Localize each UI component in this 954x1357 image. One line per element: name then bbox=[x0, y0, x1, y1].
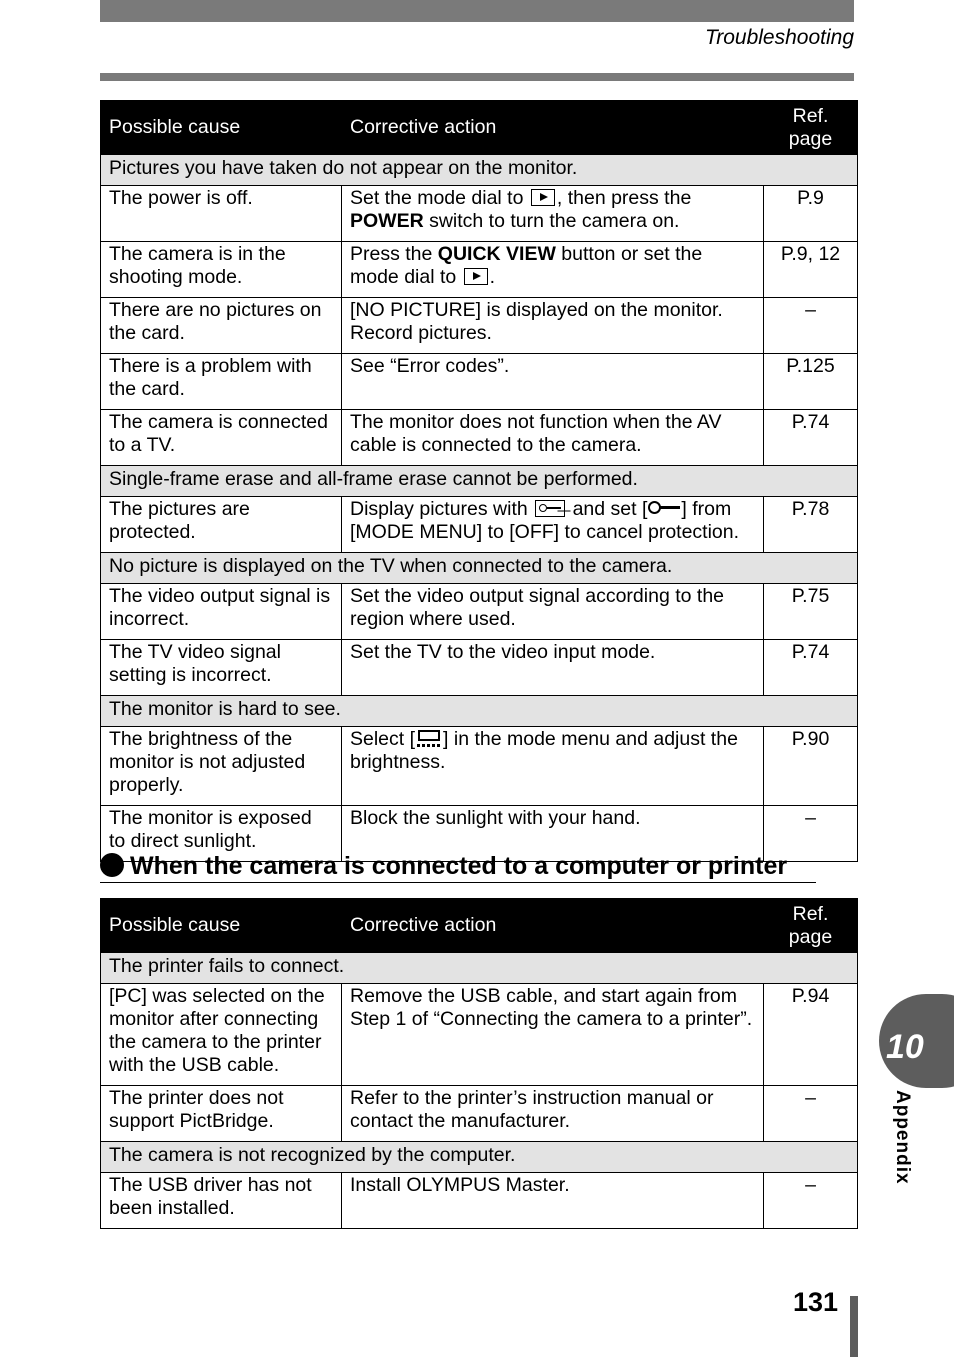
ref-cell: P.90 bbox=[764, 727, 858, 806]
header-bar-bottom bbox=[100, 73, 854, 81]
ref-cell: – bbox=[764, 298, 858, 354]
ref-cell: P.9 bbox=[764, 186, 858, 242]
cause-cell: The video output signal is incorrect. bbox=[101, 584, 342, 640]
cause-cell: The TV video signal setting is incorrect. bbox=[101, 640, 342, 696]
action-cell: Block the sunlight with your hand. bbox=[342, 806, 764, 862]
table-row bbox=[101, 584, 858, 640]
section-row bbox=[101, 466, 858, 497]
section-row bbox=[101, 155, 858, 186]
action-cell: Install OLYMPUS Master. bbox=[342, 1173, 764, 1229]
ref-cell: – bbox=[764, 1086, 858, 1142]
action-cell: Set the mode dial to , then press the POWER switch to turn the camera on. bbox=[342, 186, 764, 242]
action-cell: Remove the USB cable, and start again from Step 1 of “Connecting the camera to a printer”. bbox=[342, 984, 764, 1086]
playback-icon bbox=[531, 189, 555, 206]
chapter-number: 10 bbox=[886, 1028, 924, 1066]
cause-cell: The camera is connected to a TV. bbox=[101, 410, 342, 466]
table-row bbox=[101, 640, 858, 696]
page-number-bar bbox=[850, 1296, 858, 1357]
action-cell: Press the QUICK VIEW button or set the mode dial to . bbox=[342, 242, 764, 298]
cause-cell: There are no pictures on the card. bbox=[101, 298, 342, 354]
table-row bbox=[101, 186, 858, 242]
section-row bbox=[101, 553, 858, 584]
action-cell: See “Error codes”. bbox=[342, 354, 764, 410]
section-title: The printer fails to connect. bbox=[101, 953, 858, 984]
cause-cell: [PC] was selected on the monitor after connecting the camera to the printer with the USB cable. bbox=[101, 984, 342, 1086]
chapter-label: Appendix bbox=[892, 1090, 913, 1185]
section-title: No picture is displayed on the TV when connected to the camera. bbox=[101, 553, 858, 584]
header-bar-top bbox=[100, 0, 854, 22]
cause-cell: There is a problem with the card. bbox=[101, 354, 342, 410]
section-title: Single-frame erase and all-frame erase cannot be performed. bbox=[101, 466, 858, 497]
bullet-icon bbox=[100, 853, 124, 877]
column-header-ref: Ref. page bbox=[764, 899, 858, 953]
cause-cell: The camera is in the shooting mode. bbox=[101, 242, 342, 298]
ref-cell: P.75 bbox=[764, 584, 858, 640]
action-cell: Refer to the printer’s instruction manual or contact the manufacturer. bbox=[342, 1086, 764, 1142]
section-heading: When the camera is connected to a computer or printer bbox=[100, 850, 816, 883]
protect-playback-icon bbox=[535, 500, 565, 517]
column-header-ref: Ref. page bbox=[764, 101, 858, 155]
page-number: 131 bbox=[793, 1287, 839, 1317]
column-header-action: Corrective action bbox=[342, 101, 764, 155]
table-row bbox=[101, 984, 858, 1086]
section-row bbox=[101, 1142, 858, 1173]
ref-cell: P.125 bbox=[764, 354, 858, 410]
action-cell: Set the video output signal according to the region where used. bbox=[342, 584, 764, 640]
action-cell: Display pictures with and set [ ] from [MODE MENU] to [OFF] to cancel protection. bbox=[342, 497, 764, 553]
troubleshooting-table-connection bbox=[100, 898, 858, 1229]
protect-key-icon bbox=[647, 500, 681, 517]
monitor-brightness-icon bbox=[415, 729, 443, 748]
table-row bbox=[101, 1086, 858, 1142]
table-row bbox=[101, 298, 858, 354]
cause-cell: The pictures are protected. bbox=[101, 497, 342, 553]
section-title: The camera is not recognized by the computer. bbox=[101, 1142, 858, 1173]
cause-cell: The power is off. bbox=[101, 186, 342, 242]
section-row bbox=[101, 953, 858, 984]
table-row bbox=[101, 354, 858, 410]
ref-cell: P.74 bbox=[764, 640, 858, 696]
table-row bbox=[101, 1173, 858, 1229]
column-header-cause: Possible cause bbox=[101, 101, 342, 155]
ref-cell: P.74 bbox=[764, 410, 858, 466]
table-row bbox=[101, 727, 858, 806]
table-row bbox=[101, 242, 858, 298]
column-header-action: Corrective action bbox=[342, 899, 764, 953]
table-row bbox=[101, 497, 858, 553]
ref-cell: – bbox=[764, 1173, 858, 1229]
playback-icon bbox=[464, 268, 488, 285]
table-header-row bbox=[101, 101, 858, 155]
table-row bbox=[101, 410, 858, 466]
action-cell: Set the TV to the video input mode. bbox=[342, 640, 764, 696]
section-title: Pictures you have taken do not appear on the monitor. bbox=[101, 155, 858, 186]
troubleshooting-table-monitor bbox=[100, 100, 858, 862]
action-cell: [NO PICTURE] is displayed on the monitor. Record pictures. bbox=[342, 298, 764, 354]
cause-cell: The printer does not support PictBridge. bbox=[101, 1086, 342, 1142]
ref-cell: – bbox=[764, 806, 858, 862]
column-header-cause: Possible cause bbox=[101, 899, 342, 953]
ref-cell: P.94 bbox=[764, 984, 858, 1086]
cause-cell: The USB driver has not been installed. bbox=[101, 1173, 342, 1229]
ref-cell: P.9, 12 bbox=[764, 242, 858, 298]
ref-cell: P.78 bbox=[764, 497, 858, 553]
header-title: Troubleshooting bbox=[704, 26, 854, 49]
action-cell: Select [ ] in the mode menu and adjust the brightness. bbox=[342, 727, 764, 806]
action-cell: The monitor does not function when the AV cable is connected to the camera. bbox=[342, 410, 764, 466]
section-title: The monitor is hard to see. bbox=[101, 696, 858, 727]
cause-cell: The brightness of the monitor is not adjusted properly. bbox=[101, 727, 342, 806]
section-row bbox=[101, 696, 858, 727]
cause-cell: The monitor is exposed to direct sunlight. bbox=[101, 806, 342, 862]
table-header-row bbox=[101, 899, 858, 953]
